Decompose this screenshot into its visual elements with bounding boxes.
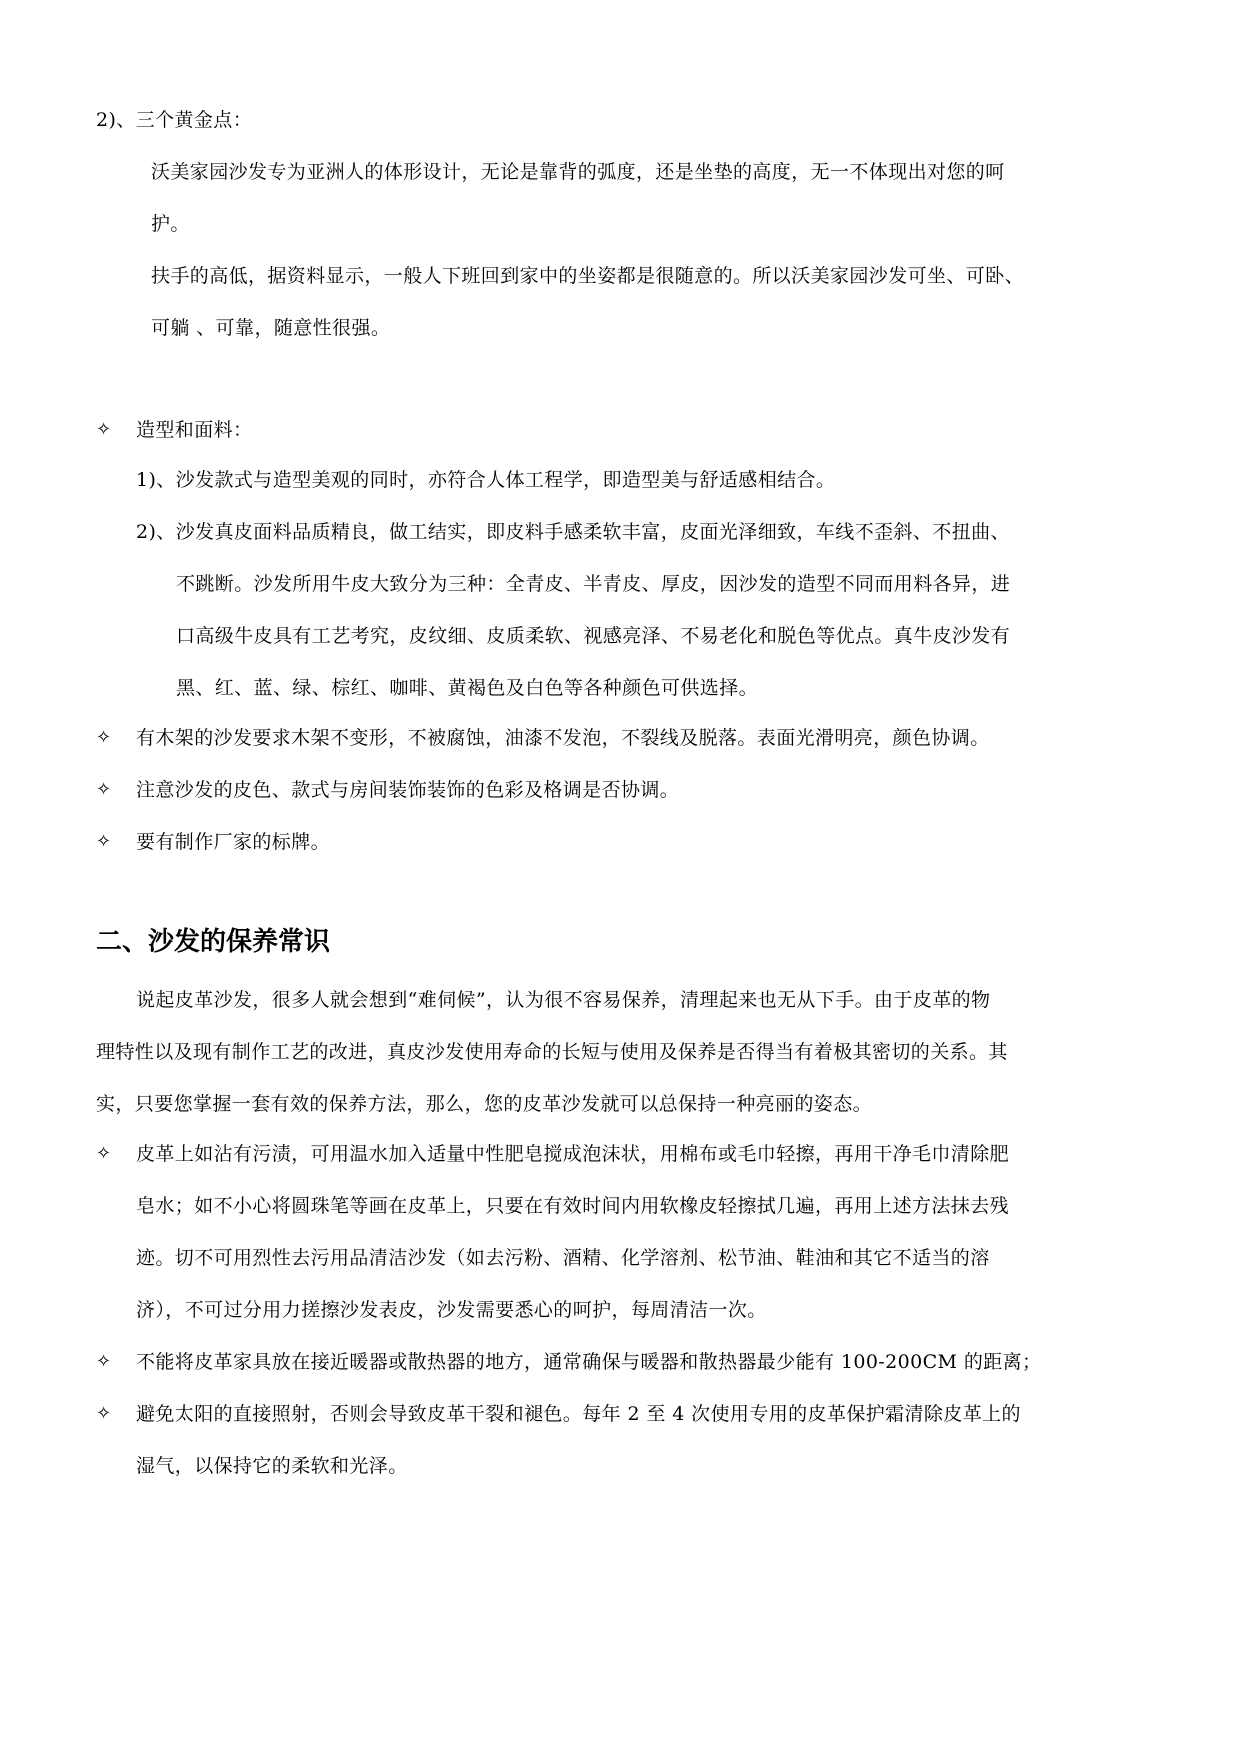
list-item-continued: 口高级牛皮具有工艺考究，皮纹细、皮质柔软、视感亮泽、不易老化和脱色等优点。真牛皮沙发有 [176,625,1011,647]
paragraph-line: 实，只要您掌握一套有效的保养方法，那么，您的皮革沙发就可以总保持一种亮丽的姿态。 [96,1093,873,1115]
paragraph-line: 可躺 、可靠，随意性很强。 [151,317,391,339]
bullet-text: 避免太阳的直接照射，否则会导致皮革干裂和褪色。每年 2 至 4 次使用专用的皮革保护霜清除皮革上的 [136,1403,1021,1425]
paragraph-line: 说起皮革沙发，很多人就会想到“难伺候”，认为很不容易保养，清理起来也无从下手。由于皮革的物 [136,989,991,1011]
bullet-diamond-icon: ✧ [96,779,112,800]
bullet-diamond-icon: ✧ [96,727,112,748]
paragraph-line: 扶手的高低，据资料显示，一般人下班回到家中的坐姿都是很随意的。所以沃美家园沙发可坐、可卧、 [151,265,1025,287]
bullet-text-continued: 湿气，以保持它的柔软和光泽。 [136,1455,408,1477]
paragraph-line: 沃美家园沙发专为亚洲人的体形设计，无论是靠背的弧度，还是坐垫的高度，无一不体现出对您的呵 [151,161,1005,183]
bullet-text: 不能将皮革家具放在接近暖器或散热器的地方，通常确保与暖器和散热器最少能有 100-200CM 的距离； [136,1351,1042,1373]
paragraph-line: 护。 [151,213,190,235]
list-item: 2)、沙发真皮面料品质精良，做工结实，即皮料手感柔软丰富，皮面光泽细致，车线不歪斜、不扭曲、 [136,521,1010,543]
paragraph-line: 理特性以及现有制作工艺的改进，真皮沙发使用寿命的长短与使用及保养是否得当有着极其密切的关系。其 [96,1041,1008,1063]
bullet-text: 皮革上如沾有污渍，可用温水加入适量中性肥皂搅成泡沫状，用棉布或毛巾轻擦，再用干净毛巾清除肥 [136,1143,1010,1165]
list-item: 1)、沙发款式与造型美观的同时，亦符合人体工程学，即造型美与舒适感相结合。 [136,469,836,491]
bullet-diamond-icon: ✧ [96,1403,112,1424]
bullet-text: 注意沙发的皮色、款式与房间装饰装饰的色彩及格调是否协调。 [136,779,680,801]
sub-item-title: 2)、三个黄金点： [96,109,253,131]
bullet-diamond-icon: ✧ [96,1351,112,1372]
list-item-continued: 黑、红、蓝、绿、棕红、咖啡、黄褐色及白色等各种颜色可供选择。 [176,677,759,699]
bullet-text-continued: 皂水；如不小心将圆珠笔等画在皮革上，只要在有效时间内用软橡皮轻擦拭几遍，再用上述方法抹去残 [136,1195,1010,1217]
bullet-diamond-icon: ✧ [96,831,112,852]
bullet-text-continued: 济），不可过分用力搓擦沙发表皮，沙发需要悉心的呵护，每周清洁一次。 [136,1299,767,1321]
section-heading: 二、沙发的保养常识 [96,927,331,957]
bullet-text-continued: 迹。切不可用烈性去污用品清洁沙发（如去污粉、酒精、化学溶剂、松节油、鞋油和其它不适当的溶 [136,1247,990,1269]
list-item-continued: 不跳断。沙发所用牛皮大致分为三种：全青皮、半青皮、厚皮，因沙发的造型不同而用料各异，进 [176,573,1011,595]
bullet-title: 造型和面料： [136,419,253,441]
bullet-text: 要有制作厂家的标牌。 [136,831,331,853]
bullet-diamond-icon: ✧ [96,419,112,440]
bullet-text: 有木架的沙发要求木架不变形，不被腐蚀，油漆不发泡，不裂线及脱落。表面光滑明亮，颜色协调。 [136,727,990,749]
bullet-diamond-icon: ✧ [96,1143,112,1164]
